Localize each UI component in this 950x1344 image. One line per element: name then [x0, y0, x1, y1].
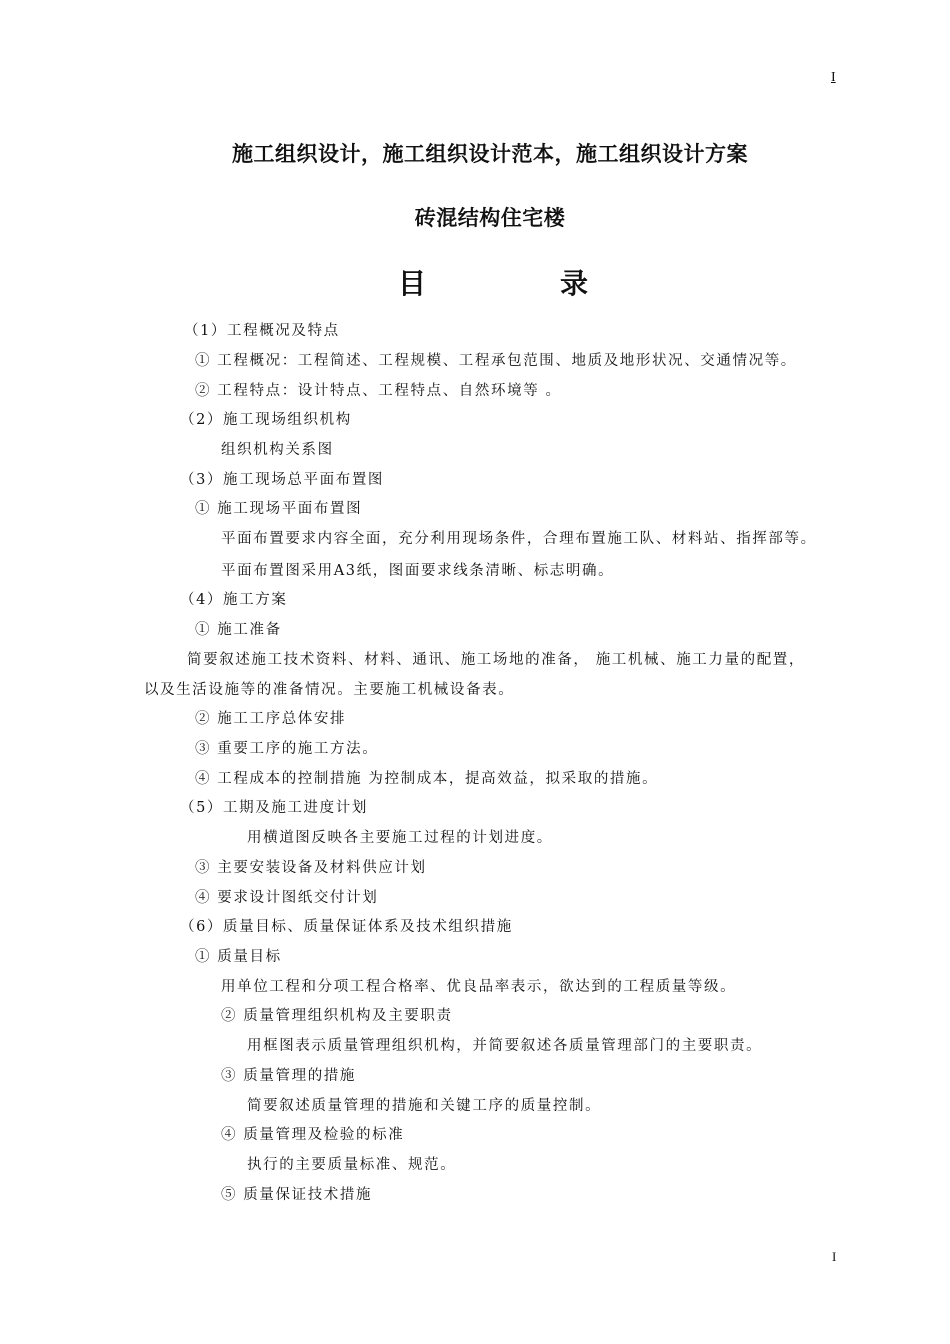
- toc-detail: 平面布置要求内容全面，充分利用现场条件，合理布置施工队、材料站、指挥部等。: [221, 531, 817, 547]
- document-subtitle: 砖混结构住宅楼: [414, 206, 566, 230]
- page-number-bottom: I: [832, 1249, 837, 1264]
- toc-detail: 组织机构关系图: [221, 442, 334, 458]
- toc-item: ① 质量目标: [195, 949, 282, 965]
- toc-detail: 简要叙述施工技术资料、材料、通讯、施工场地的准备， 施工机械、施工力量的配置，: [187, 652, 806, 668]
- toc-heading-char-1: 目: [398, 267, 427, 300]
- toc-item: ③ 主要安装设备及材料供应计划: [195, 860, 427, 876]
- document-title: 施工组织设计，施工组织设计范本，施工组织设计方案: [232, 142, 748, 166]
- page-number-top: I: [831, 70, 836, 85]
- toc-detail: 用框图表示质量管理组织机构，并简要叙述各质量管理部门的主要职责。: [247, 1038, 763, 1054]
- toc-detail: 用单位工程和分项工程合格率、优良品率表示，欲达到的工程质量等级。: [221, 979, 737, 995]
- toc-section-4: （4）施工方案: [180, 592, 288, 608]
- toc-detail: 平面布置图采用A3纸，图面要求线条清晰、标志明确。: [221, 563, 615, 579]
- toc-item: ① 施工准备: [195, 622, 282, 638]
- toc-item: ⑤ 质量保证技术措施: [221, 1187, 373, 1203]
- toc-item: ② 施工工序总体安排: [195, 711, 347, 727]
- toc-detail: 简要叙述质量管理的措施和关键工序的质量控制。: [247, 1098, 602, 1114]
- toc-section-6: （6）质量目标、质量保证体系及技术组织措施: [180, 919, 513, 935]
- toc-item: ④ 质量管理及检验的标准: [221, 1127, 405, 1143]
- toc-item: ③ 重要工序的施工方法。: [195, 741, 379, 757]
- toc-item: ④ 工程成本的控制措施 为控制成本，提高效益，拟采取的措施。: [195, 771, 659, 787]
- toc-heading: [398, 262, 588, 302]
- toc-section-5: （5）工期及施工进度计划: [180, 800, 368, 816]
- toc-detail: 以及生活设施等的准备情况。主要施工机械设备表。: [144, 682, 515, 698]
- toc-item: ② 质量管理组织机构及主要职责: [221, 1008, 453, 1024]
- toc-section-1: （1）工程概况及特点: [184, 323, 340, 339]
- toc-heading-char-2: 录: [559, 267, 588, 300]
- toc-detail: 用横道图反映各主要施工过程的计划进度。: [247, 830, 553, 846]
- toc-item: ② 工程特点：设计特点、工程特点、自然环境等 。: [195, 383, 562, 399]
- toc-detail: 执行的主要质量标准、规范。: [247, 1157, 457, 1173]
- toc-item: ③ 质量管理的措施: [221, 1068, 357, 1084]
- toc-item: ① 工程概况：工程简述、工程规模、工程承包范围、地质及地形状况、交通情况等。: [195, 353, 797, 369]
- toc-item: ① 施工现场平面布置图: [195, 501, 363, 517]
- toc-section-2: （2）施工现场组织机构: [180, 412, 352, 428]
- toc-section-3: （3）施工现场总平面布置图: [180, 472, 385, 488]
- toc-item: ④ 要求设计图纸交付计划: [195, 890, 379, 906]
